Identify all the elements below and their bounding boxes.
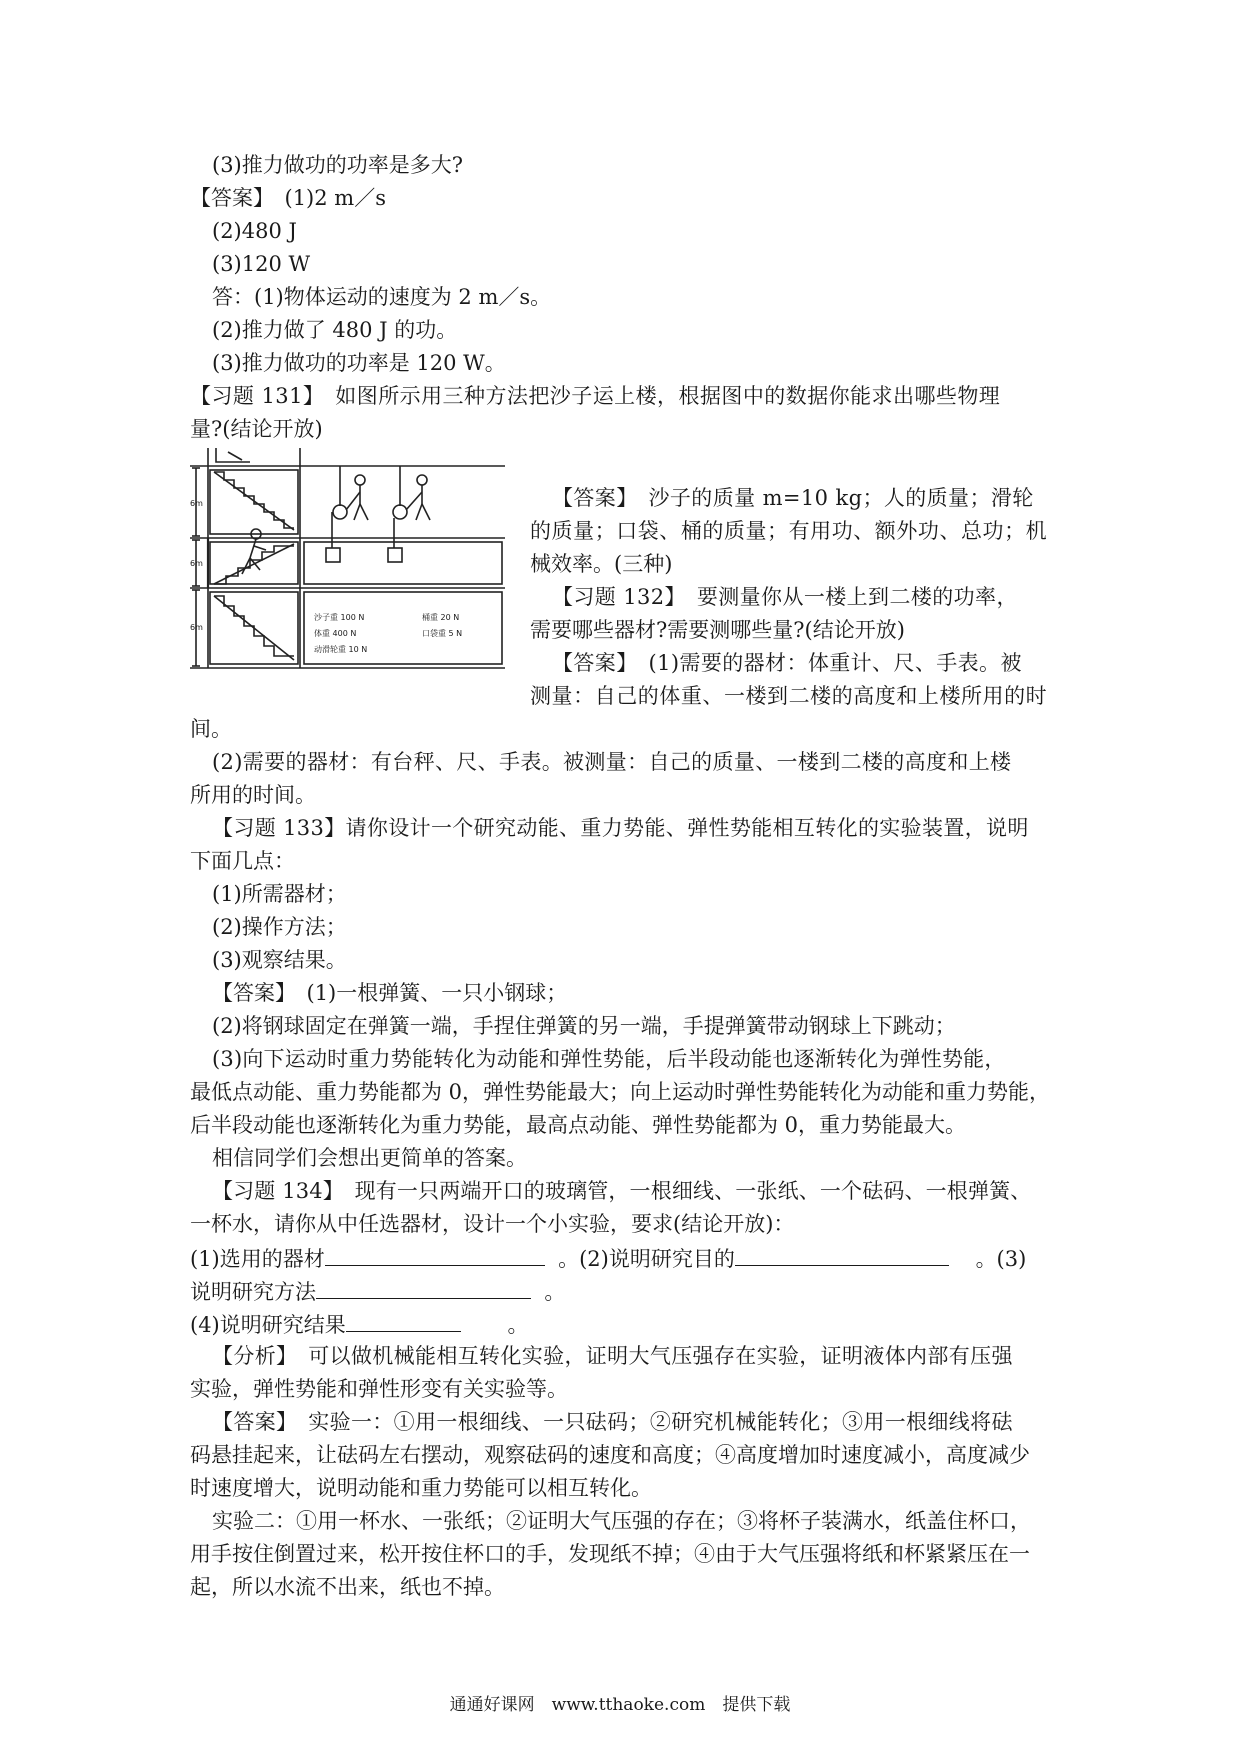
answer-line: (3)向下运动时重力势能转化为动能和弹性势能，后半段动能也逐渐转化为弹性势能， xyxy=(212,1047,1006,1071)
answer-line: 所用的时间。 xyxy=(190,783,316,807)
text-line: (3)推力做功的功率是多大? xyxy=(212,153,464,177)
answer-line: 起，所以水流不出来，纸也不掉。 xyxy=(190,1575,505,1599)
answer-line: 最低点动能、重力势能都为 0，弹性势能最大；向上运动时弹性势能转化为动能和重力势能， xyxy=(190,1080,1051,1104)
building-diagram xyxy=(190,438,520,676)
answer-line: 【答案】 (1)需要的器材：体重计、尺、手表。被 xyxy=(552,651,1022,675)
figure-data-label: 桶重 20 N xyxy=(422,613,460,622)
answer-blank[interactable] xyxy=(325,1247,545,1266)
question-line: 【习题 133】请你设计一个研究动能、重力势能、弹性势能相互转化的实验装置，说明 xyxy=(212,816,1029,840)
answer-line: 械效率。(三种) xyxy=(530,552,673,576)
figure-data-label: 体重 400 N xyxy=(314,629,357,638)
answer-line: 【答案】 沙子的质量 m=10 kg；人的质量；滑轮 xyxy=(552,486,1034,510)
answer-line: (2)需要的器材：有台秤、尺、手表。被测量：自己的质量、一楼到二楼的高度和上楼 xyxy=(212,750,1012,774)
answer-blank[interactable] xyxy=(735,1247,949,1266)
question-line: 【习题 132】 要测量你从一楼上到二楼的功率， xyxy=(552,585,1018,609)
question-line: 【习题 131】 如图所示用三种方法把沙子运上楼，根据图中的数据你能求出哪些物理 xyxy=(190,384,1001,408)
floor-height-label: 6m xyxy=(190,559,203,568)
fill-in-line xyxy=(190,1280,565,1303)
answer-line: (3)推力做功的功率是 120 W。 xyxy=(212,351,506,375)
question-line: 量?(结论开放) xyxy=(190,417,323,441)
answer-line: 测量：自己的体重、一楼到二楼的高度和上楼所用的时 xyxy=(530,684,1048,708)
answer-line: 【答案】 (1)一根弹簧、一只小钢球； xyxy=(212,981,568,1005)
answer-line: 【答案】 实验一：①用一根细线、一只砝码；②研究机械能转化；③用一根细线将砝 xyxy=(212,1410,1013,1434)
answer-line: 答：(1)物体运动的速度为 2 m／s。 xyxy=(212,285,552,309)
answer-blank[interactable] xyxy=(346,1313,461,1332)
stairs-pulley-figure xyxy=(190,438,520,676)
question-line: 下面几点： xyxy=(190,849,295,873)
page-footer: 通通好课网 www.tthaoke.com 提供下载 xyxy=(449,1695,791,1715)
answer-line: 【答案】 (1)2 m／s xyxy=(190,186,386,210)
question-line: 需要哪些器材?需要测哪些量?(结论开放) xyxy=(530,618,905,642)
analysis-line: 【分析】 可以做机械能相互转化实验，证明大气压强存在实验，证明液体内部有压强 xyxy=(212,1344,1013,1368)
question-line: 一杯水，请你从中任选器材，设计一个小实验，要求(结论开放)： xyxy=(190,1212,795,1236)
question-line: (1)所需器材； xyxy=(212,882,347,906)
blank-prompt: 。 xyxy=(507,1313,529,1337)
fill-in-line xyxy=(190,1247,1026,1270)
figure-data-label: 口袋重 5 N xyxy=(422,629,463,638)
question-line: 【习题 134】 现有一只两端开口的玻璃管，一根细线、一张纸、一个砝码、一根弹簧、 xyxy=(212,1179,1032,1203)
floor-height-label: 6m xyxy=(190,499,203,508)
blank-prompt: (1)选用的器材 xyxy=(190,1247,325,1271)
answer-line: 间。 xyxy=(190,717,232,741)
floor-height-label: 6m xyxy=(190,623,203,632)
question-line: (3)观察结果。 xyxy=(212,948,347,972)
fill-in-line xyxy=(190,1313,528,1336)
answer-line: (2)推力做了 480 J 的功。 xyxy=(212,318,458,342)
blank-prompt: (4)说明研究结果 xyxy=(190,1313,346,1337)
answer-line: 实验二：①用一杯水、一张纸；②证明大气压强的存在；③将杯子装满水，纸盖住杯口， xyxy=(212,1509,1031,1533)
blank-prompt: 。(2)说明研究目的 xyxy=(558,1247,735,1271)
answer-line: (3)120 W xyxy=(212,252,311,276)
figure-data-label: 沙子重 100 N xyxy=(314,613,365,622)
answer-line: 码悬挂起来，让砝码左右摆动，观察砝码的速度和高度；④高度增加时速度减小，高度减少 xyxy=(190,1443,1030,1467)
blank-prompt: 。 xyxy=(544,1280,566,1304)
blank-prompt: 说明研究方法 xyxy=(190,1280,316,1304)
answer-blank[interactable] xyxy=(316,1280,531,1299)
answer-line: 的质量；口袋、桶的质量；有用功、额外功、总功；机 xyxy=(530,519,1048,543)
answer-line: 时速度增大，说明动能和重力势能可以相互转化。 xyxy=(190,1476,652,1500)
answer-line: (2)480 J xyxy=(212,219,297,243)
answer-line: (2)将钢球固定在弹簧一端，手捏住弹簧的另一端，手提弹簧带动钢球上下跳动； xyxy=(212,1014,956,1038)
answer-line: 用手按住倒置过来，松开按住杯口的手，发现纸不掉；④由于大气压强将纸和杯紧紧压在一 xyxy=(190,1542,1030,1566)
figure-data-label: 动滑轮重 10 N xyxy=(314,645,368,654)
text-line: 相信同学们会想出更简单的答案。 xyxy=(212,1146,527,1170)
analysis-line: 实验，弹性势能和弹性形变有关实验等。 xyxy=(190,1377,568,1401)
blank-prompt: 。(3) xyxy=(975,1247,1027,1271)
answer-line: 后半段动能也逐渐转化为重力势能，最高点动能、弹性势能都为 0，重力势能最大。 xyxy=(190,1113,967,1137)
question-line: (2)操作方法； xyxy=(212,915,347,939)
